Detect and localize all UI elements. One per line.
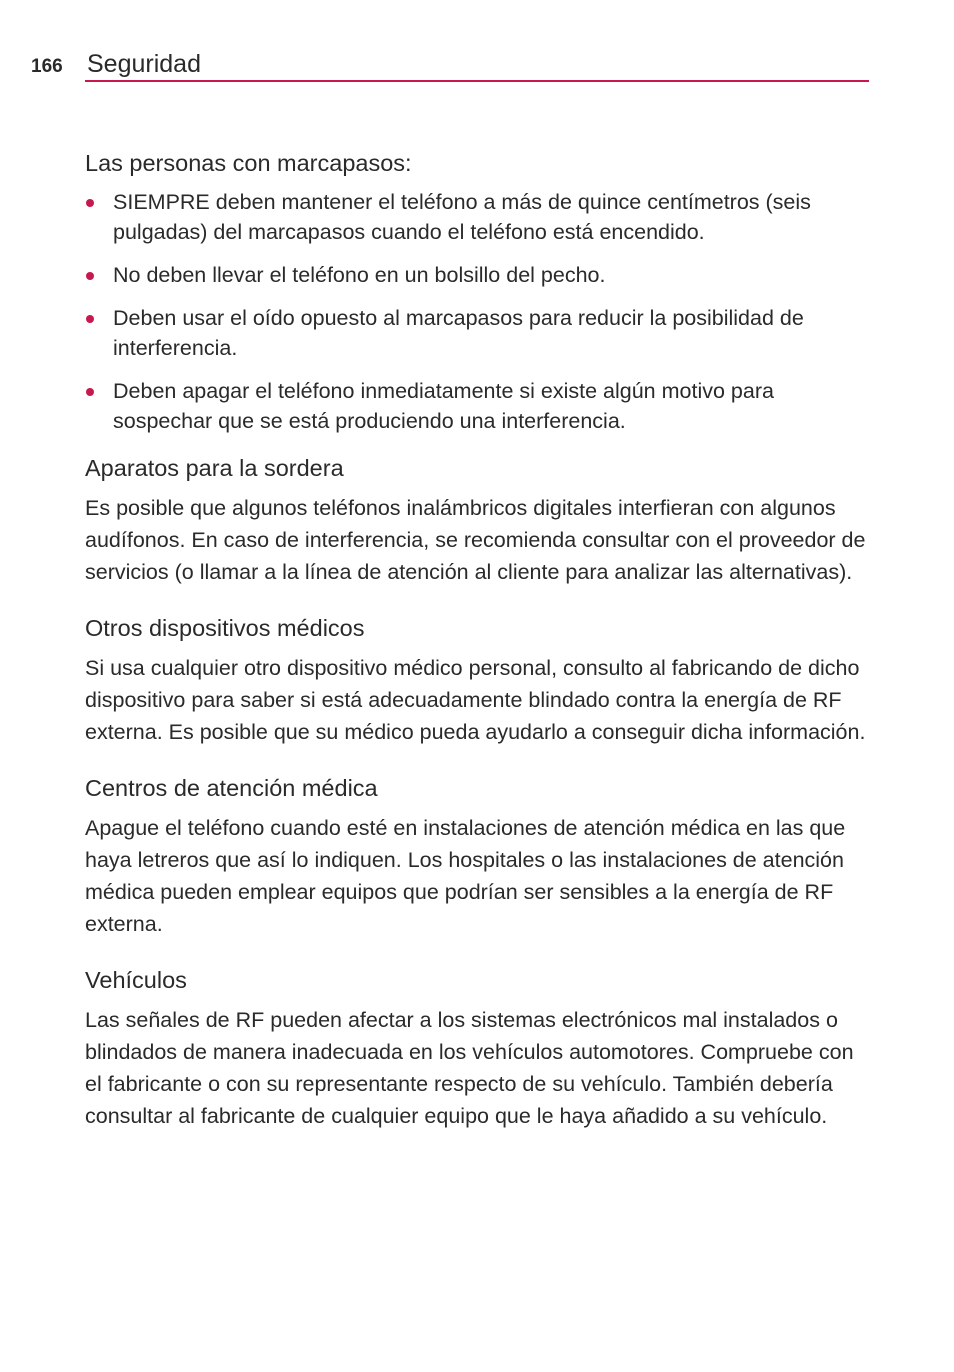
vehicles-section: [85, 964, 875, 1132]
list-item: [85, 376, 875, 436]
header-divider: [85, 80, 869, 82]
hearing-aids-paragraph: Es posible que algunos teléfonos inalámbricos digitales interfieran con algunos audífonos. En caso de interferencia, se recomienda consultar con el proveedor de servicios (o llamar a la línea de atención al cliente para analizar las alternativas).: [85, 496, 866, 584]
list-item: [85, 260, 875, 290]
bullet-icon: [86, 315, 94, 323]
hearing-aids-heading: Aparatos para la sordera: [85, 455, 344, 481]
page-content: [85, 147, 875, 1156]
list-item-text: SIEMPRE deben mantener el teléfono a más de quince centímetros (seis pulgadas) del marcapasos cuando el teléfono está encendido.: [113, 190, 811, 244]
list-item: [85, 187, 875, 247]
page-number: 166: [31, 56, 63, 77]
pacemaker-list: [85, 187, 875, 436]
pacemaker-section: [85, 147, 875, 436]
health-care-facilities-heading: Centros de atención médica: [85, 775, 378, 801]
list-item-text: Deben apagar el teléfono inmediatamente si existe algún motivo para sospechar que se está produciendo una interferencia.: [113, 379, 774, 433]
list-item-text: Deben usar el oído opuesto al marcapasos para reducir la posibilidad de interferencia.: [113, 306, 804, 360]
list-item-text: No deben llevar el teléfono en un bolsillo del pecho.: [113, 263, 606, 287]
bullet-icon: [86, 388, 94, 396]
other-medical-devices-paragraph: Si usa cualquier otro dispositivo médico personal, consulto al fabricando de dicho dispositivo para saber si está adecuadamente blindado contra la energía de RF externa. Es posible que su médico pueda ayudarlo a conseguir dicha información.: [85, 656, 866, 744]
hearing-aids-section: [85, 452, 875, 588]
bullet-icon: [86, 272, 94, 280]
health-care-facilities-section: [85, 772, 875, 940]
section-title: Seguridad: [87, 50, 201, 78]
list-item: [85, 303, 875, 363]
bullet-icon: [86, 199, 94, 207]
vehicles-paragraph: Las señales de RF pueden afectar a los sistemas electrónicos mal instalados o blindados de manera inadecuada en los vehículos automotores. Compruebe con el fabricante o con su representante respecto de su vehículo. También debería consultar al fabricante de cualquier equipo que le haya añadido a su vehículo.: [85, 1008, 854, 1128]
pacemaker-heading: Las personas con marcapasos:: [85, 150, 412, 176]
other-medical-devices-heading: Otros dispositivos médicos: [85, 615, 365, 641]
vehicles-heading: Vehículos: [85, 967, 187, 993]
other-medical-devices-section: [85, 612, 875, 748]
health-care-facilities-paragraph: Apague el teléfono cuando esté en instalaciones de atención médica en las que haya letreros que así lo indiquen. Los hospitales o las instalaciones de atención médica pueden emplear equipos que podrían ser sensibles a la energía de RF externa.: [85, 816, 846, 936]
